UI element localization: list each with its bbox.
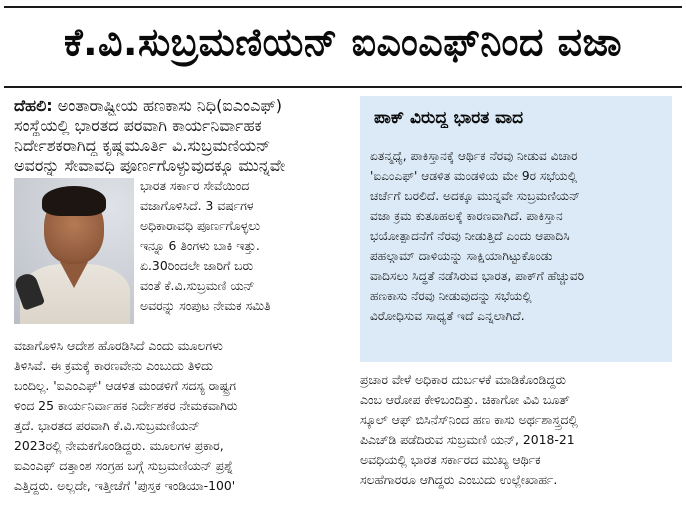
continuation-line: ಪ್ರಚಾರ ವೇಳೆ ಅಧಿಕಾರ ದುರ್ಬಳಕೆ ಮಾಡಿಕೊಂಡಿದ್ದರು	[360, 372, 566, 387]
headline: ಕೆ.ವಿ.ಸುಬ್ರಮಣಿಯನ್ ಐಎಂಎಫ್‌ನಿಂದ ವಜಾ	[63, 20, 623, 64]
wrap-line: ವಜಾಗೊಳಿಸಿದೆ. 3 ವರ್ಷಗಳ	[140, 198, 254, 213]
body-line: ಳಿಂದ 25 ಕಾರ್ಯನಿರ್ವಾಹಕ ನಿರ್ದೇಶಕರ ನೇಮಕವಾಗಿರು	[14, 398, 238, 413]
body-line: ತ್ತದೆ. ಭಾರತದ ಪರವಾಗಿ ಕೆ.ವಿ.ಸುಬ್ರಮಣಿಯನ್	[14, 418, 200, 433]
body-line: ವಜಾಗೊಳಿಸಿ ಆದೇಶ ಹೊರಡಿಸಿದೆ ಎಂದು ಮೂಲಗಳು	[14, 338, 223, 353]
continuation-line: ಸ್ಕೂಲ್ ಆಫ್ ಬಿಸಿನೆಸ್‌ನಿಂದ ಹಣ ಕಾಸು ಅರ್ಥಶಾಸ್ತ್ರದಲ್ಲಿ	[360, 412, 578, 427]
body-line: ಐಎಂಎಫ್ ದತ್ತಾಂಶ ಸಂಗ್ರಹ ಬಗ್ಗೆ ಸುಬ್ರಮಣಿಯನ್ ಪ್ರಶ್ನೆ	[14, 458, 234, 473]
wrap-line: ಅವರನ್ನು ಸಂಪುಟ ನೇಮಕ ಸಮಿತಿ	[140, 298, 271, 313]
sidebar-line: ಚರ್ಚೆಗೆ ಬರಲಿದೆ. ಅದಕ್ಕೂ ಮುನ್ನವೇ ಸುಬ್ರಮಣಿಯನ್	[370, 189, 580, 203]
continuation-line: ಪಿಎಚ್‌ಡಿ ಪಡೆದಿರುವ ಸುಬ್ರಮಣಿ ಯನ್, 2018-21	[360, 432, 575, 447]
wrap-line: ಭಾರತ ಸರ್ಕಾರ ಸೇವೆಯಿಂದ	[140, 178, 250, 193]
intro-line: ದೆಹಲಿ: ಅಂತಾರಾಷ್ಟ್ರೀಯ ಹಣಕಾಸು ನಿಧಿ(ಐಎಂಎಫ್)	[14, 96, 283, 115]
wrap-line: ಇನ್ನೂ 6 ತಿಂಗಳು ಬಾಕಿ ಇತ್ತು.	[140, 238, 260, 253]
body-line: ತಿಳಿಸಿವೆ. ಈ ಕ್ರಮಕ್ಕೆ ಕಾರಣವೇನು ಎಂಬುದು ತಿಳಿದು	[14, 358, 213, 373]
sidebar-line: ಭಯೋತ್ಪಾದನೆಗೆ ನೆರವು ನೀಡುತ್ತಿದೆ ಎಂದು ಆಪಾದಿಸಿ	[370, 229, 570, 243]
sidebar-line: ಪಹಲ್ಗಾಮ್ ದಾಳಿಯನ್ನು ಸಾಕ್ಷಿಯಾಗಿಟ್ಟುಕೊಂಡು	[370, 249, 553, 263]
wrap-line: ಅಧಿಕಾರಾವಧಿ ಪೂರ್ಣಗೊಳ್ಳಲು	[140, 218, 261, 233]
intro-line: ಸಂಸ್ಥೆಯಲ್ಲಿ ಭಾರತದ ಪರವಾಗಿ ಕಾರ್ಯನಿರ್ವಾಹಕ	[14, 116, 262, 135]
dateline: ದೆಹಲಿ:	[14, 96, 53, 115]
sidebar-line: 'ಐಎಂಎಫ್' ಆಡಳಿತ ಮಂಡಳಿಯ ಮೇ 9ರ ಸಭೆಯಲ್ಲಿ	[370, 169, 578, 183]
portrait-photo	[14, 178, 134, 324]
sidebar-body	[370, 146, 666, 326]
sidebar-line: ವಜಾ ಕ್ರಮ ಕುತೂಹಲಕ್ಕೆ ಕಾರಣವಾಗಿದೆ. ಪಾಕಿಸ್ತಾನ	[370, 209, 563, 223]
sidebar-box	[360, 96, 672, 362]
article-body	[14, 336, 354, 496]
body-line: ಬಂದಿಲ್ಲ. 'ಐಎಂಎಫ್' ಆಡಳಿತ ಮಂಡಳಿಗೆ ಸದಸ್ಯ ರಾಷ್ಟ್ರಗ	[14, 378, 236, 393]
article-wrap-text	[140, 176, 354, 316]
sidebar-line: ಏತನ್ಮಧ್ಯೆ, ಪಾಕಿಸ್ತಾನಕ್ಕೆ ಆರ್ಥಿಕ ನೆರವು ನೀಡುವ ವಿಚಾರ	[370, 149, 578, 163]
intro-line: ನಿರ್ದೇಶಕರಾಗಿದ್ದ ಕೃಷ್ಣಮೂರ್ತಿ ವಿ.ಸುಬ್ರಮಣಿಯನ್	[14, 136, 271, 155]
body-line: ಎತ್ತಿದ್ದರು. ಅಲ್ಲದೇ, ಇತ್ತೀಚೆಗೆ 'ಪುಸ್ತಕ ಇಂಡಿಯಾ-100'	[14, 478, 236, 493]
photo-hair	[42, 186, 106, 216]
headline-rule	[4, 86, 682, 88]
wrap-line: ಏ.30ರಿಂದಲೇ ಜಾರಿಗೆ ಬರು	[140, 258, 254, 273]
sidebar-title: ಪಾಕ್ ವಿರುದ್ಧ ಭಾರತ ವಾದ	[374, 108, 524, 128]
continuation-line: ಸಲಹೆಗಾರರೂ ಆಗಿದ್ದರು ಎಂಬುದು ಉಲ್ಲೇಖಾರ್ಹ.	[360, 472, 558, 487]
body-line: 2023ರಲ್ಲಿ ನೇಮಕಗೊಂಡಿದ್ದರು. ಮೂಲಗಳ ಪ್ರಕಾರ,	[14, 438, 224, 453]
sidebar-line: ವಿರೋಧಿಸುವ ಸಾಧ್ಯತೆ ಇದೆ ಎನ್ನಲಾಗಿದೆ.	[370, 309, 525, 323]
article-intro	[14, 96, 354, 176]
continuation-line: ಎಂಬ ಆರೋಪ ಕೇಳಿಬಂದಿತ್ತು. ಚಿಕಾಗೋ ವಿವಿ ಬೂತ್	[360, 392, 570, 407]
sidebar-line: ಹಣಕಾಸು ನೆರವು ನೀಡುವುದನ್ನು ಸಭೆಯಲ್ಲಿ	[370, 289, 532, 303]
continuation-line: ಅವಧಿಯಲ್ಲಿ ಭಾರತ ಸರ್ಕಾರದ ಮುಖ್ಯ ಆರ್ಥಿಕ	[360, 452, 541, 467]
article-continuation	[360, 370, 674, 490]
intro-line: ಅವರನ್ನು ಸೇವಾವಧಿ ಪೂರ್ಣಗೊಳ್ಳುವುದಕ್ಕೂ ಮುನ್ನವೇ	[14, 156, 286, 175]
sidebar-line: ವಾದಿಸಲು ಸಿದ್ಧತೆ ನಡೆಸಿರುವ ಭಾರತ, ಪಾಕ್‌ಗೆ ಹೆಚ್ಚುವರಿ	[370, 269, 585, 283]
wrap-line: ವಂತೆ ಕೆ.ವಿ.ಸುಬ್ರಮಣಿ ಯನ್	[140, 278, 255, 293]
